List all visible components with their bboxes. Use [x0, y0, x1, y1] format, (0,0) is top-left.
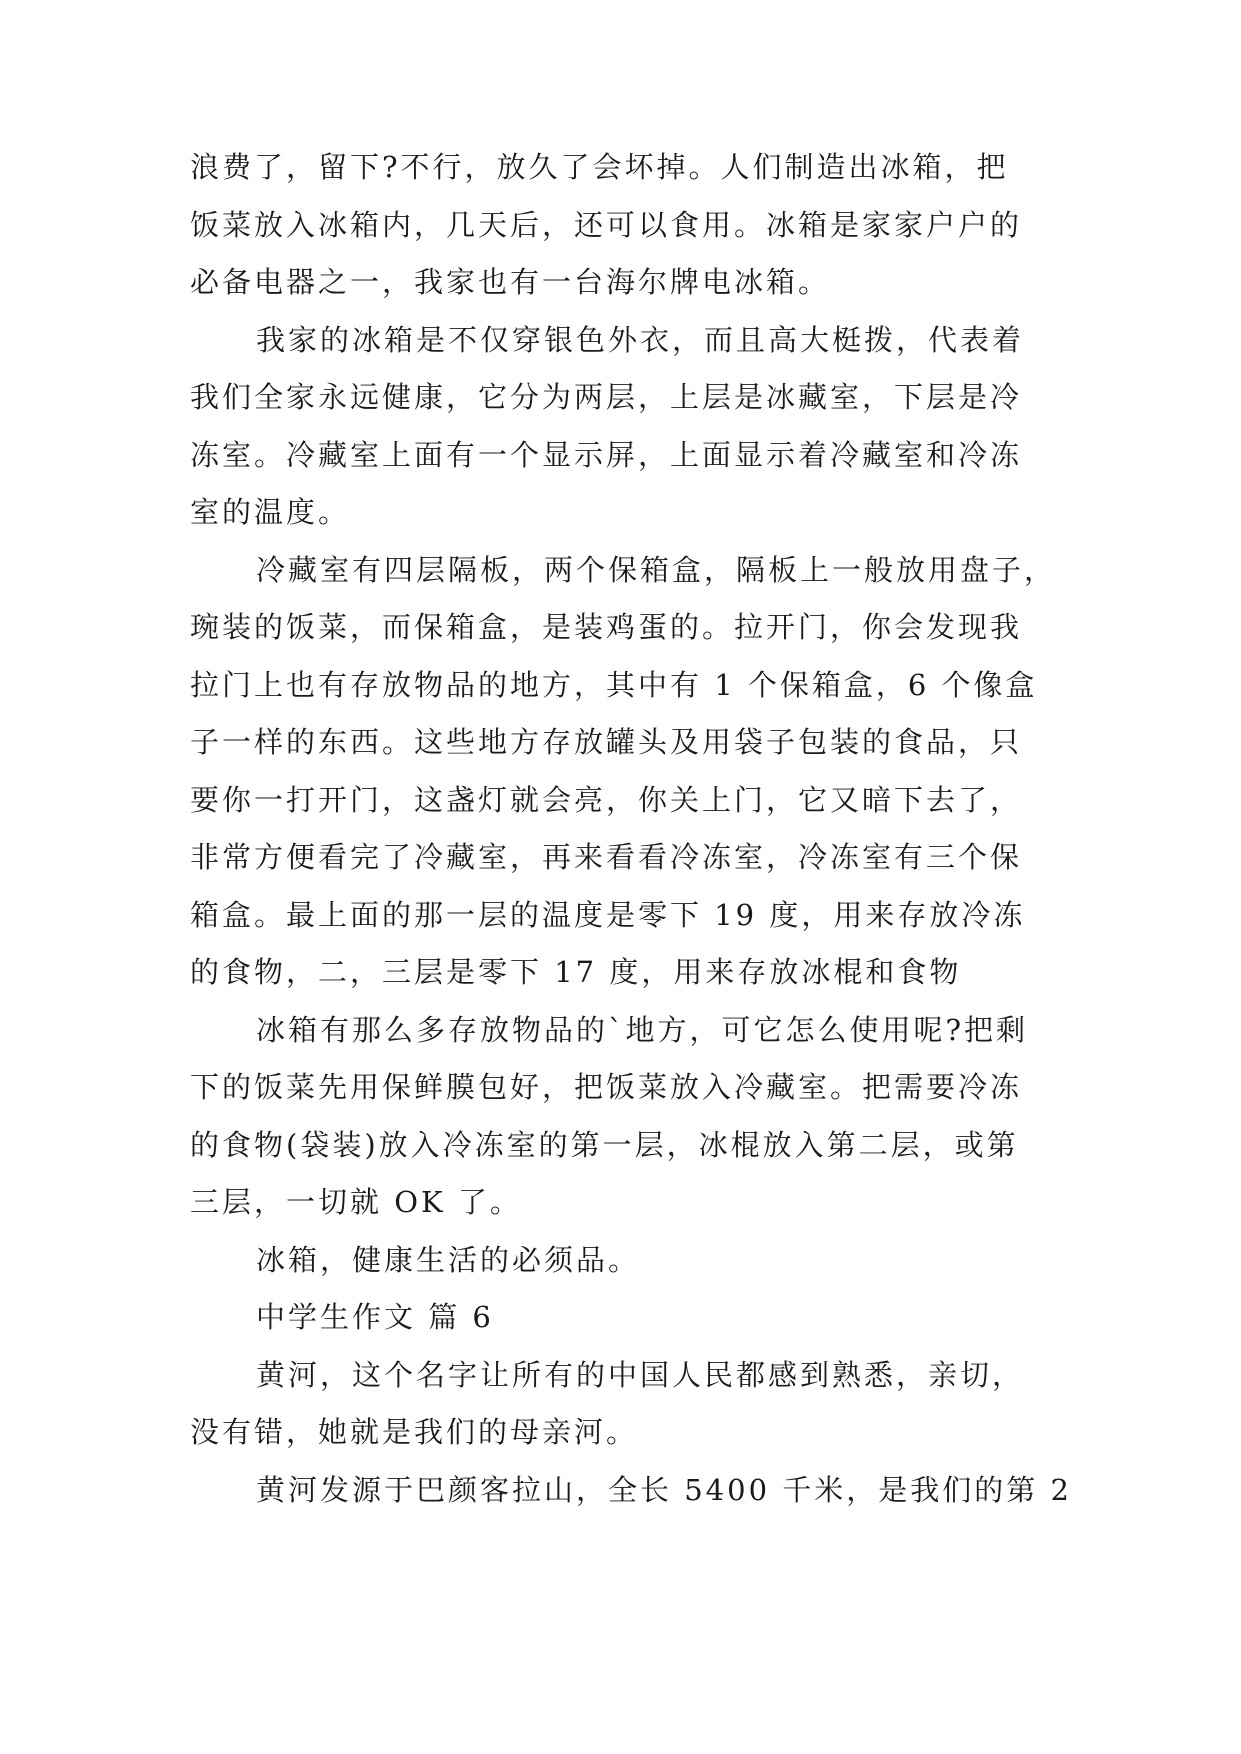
text-line: 冻室。冷藏室上面有一个显示屏，上面显示着冷藏室和冷冻	[190, 438, 1023, 472]
text-line: 的食物，二，三层是零下 17 度，用来存放冰棍和食物	[190, 955, 962, 989]
paragraph-start-line: 冰箱有那么多存放物品的`地方，可它怎么使用呢?把剩	[256, 1013, 1029, 1047]
text-line: 拉门上也有存放物品的地方，其中有 1 个保箱盒，6 个像盒	[190, 668, 1038, 702]
text-line: 子一样的东西。这些地方存放罐头及用袋子包装的食品，只	[190, 725, 1023, 759]
text-line: 浪费了，留下?不行，放久了会坏掉。人们制造出冰箱，把	[190, 150, 1009, 184]
text-line: 没有错，她就是我们的母亲河。	[190, 1415, 639, 1449]
paragraph-start-line: 冰箱，健康生活的必须品。	[256, 1243, 641, 1277]
text-line: 非常方便看完了冷藏室，再来看看冷冻室，冷冻室有三个保	[190, 840, 1023, 874]
text-line: 室的温度。	[190, 495, 351, 529]
text-line: 必备电器之一，我家也有一台海尔牌电冰箱。	[190, 265, 831, 299]
paragraph-start-line: 黄河发源于巴颜客拉山，全长 5400 千米，是我们的第 2	[256, 1473, 1072, 1507]
text-line: 琬装的饭菜，而保箱盒，是装鸡蛋的。拉开门，你会发现我	[190, 610, 1023, 644]
text-line: 箱盒。最上面的那一层的温度是零下 19 度，用来存放冷冻	[190, 898, 1026, 932]
text-line: 的食物(袋装)放入冷冻室的第一层，冰棍放入第二层，或第	[190, 1128, 1019, 1162]
section-heading: 中学生作文 篇 6	[256, 1300, 494, 1334]
paragraph-start-line: 我家的冰箱是不仅穿银色外衣，而且高大梃拨，代表着	[256, 323, 1025, 357]
text-line: 饭菜放入冰箱内，几天后，还可以食用。冰箱是家家户户的	[190, 208, 1023, 242]
text-line: 要你一打开门，这盏灯就会亮，你关上门，它又暗下去了，	[190, 783, 1023, 817]
paragraph-start-line: 冷藏室有四层隔板，两个保箱盒，隔板上一般放用盘子，	[256, 553, 1057, 587]
paragraph-start-line: 黄河，这个名字让所有的中国人民都感到熟悉，亲切，	[256, 1358, 1025, 1392]
text-line: 我们全家永远健康，它分为两层，上层是冰藏室，下层是冷	[190, 380, 1023, 414]
text-line: 三层，一切就 OK 了。	[190, 1185, 522, 1219]
text-line: 下的饭菜先用保鲜膜包好，把饭菜放入冷藏室。把需要冷冻	[190, 1070, 1023, 1104]
